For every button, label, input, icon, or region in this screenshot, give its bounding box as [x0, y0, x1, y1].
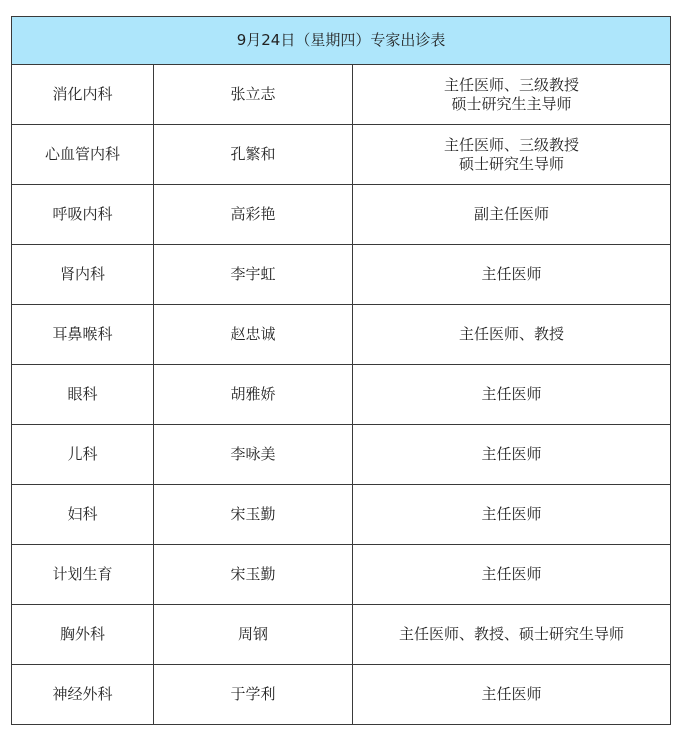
doctor-title-line: 主任医师	[481, 685, 542, 703]
doctor-title-line: 主任医师、三级教授	[444, 75, 580, 94]
table-row	[12, 185, 671, 245]
table-row	[12, 305, 671, 365]
department-cell: 眼科	[12, 365, 154, 425]
table-row	[12, 665, 671, 725]
doctor-title-line: 主任医师、三级教授	[444, 135, 580, 154]
expert-schedule-table	[11, 16, 671, 725]
doctor-name-cell: 胡雅娇	[154, 365, 353, 425]
department-cell: 消化内科	[12, 65, 154, 125]
doctor-name-cell: 宋玉勤	[154, 485, 353, 545]
doctor-title-cell	[353, 485, 671, 545]
table-title: 9月24日（星期四）专家出诊表	[12, 17, 671, 65]
doctor-name-cell: 赵忠诚	[154, 305, 353, 365]
department-cell: 耳鼻喉科	[12, 305, 154, 365]
doctor-title-line: 主任医师	[481, 565, 542, 583]
doctor-title-line: 主任医师	[481, 385, 542, 403]
department-cell: 神经外科	[12, 665, 154, 725]
doctor-title-line: 主任医师、教授、硕士研究生导师	[399, 625, 625, 643]
doctor-title-cell	[353, 425, 671, 485]
doctor-name-cell: 周钢	[154, 605, 353, 665]
table-row	[12, 365, 671, 425]
table-row	[12, 425, 671, 485]
doctor-title-cell	[353, 65, 671, 125]
doctor-title-cell	[353, 545, 671, 605]
doctor-title-cell	[353, 125, 671, 185]
doctor-title-cell	[353, 665, 671, 725]
doctor-title-cell	[353, 605, 671, 665]
doctor-name-cell: 李宇虹	[154, 245, 353, 305]
department-cell: 儿科	[12, 425, 154, 485]
doctor-name-cell: 张立志	[154, 65, 353, 125]
doctor-title-line: 硕士研究生导师	[459, 154, 565, 173]
table-row	[12, 65, 671, 125]
doctor-title-cell	[353, 305, 671, 365]
table-row	[12, 125, 671, 185]
department-cell: 胸外科	[12, 605, 154, 665]
doctor-title-line: 硕士研究生主导师	[451, 94, 572, 113]
doctor-title-line: 主任医师	[481, 265, 542, 283]
doctor-name-cell: 高彩艳	[154, 185, 353, 245]
department-cell: 妇科	[12, 485, 154, 545]
table-row	[12, 605, 671, 665]
doctor-title-cell	[353, 245, 671, 305]
doctor-name-cell: 孔繁和	[154, 125, 353, 185]
doctor-title-line: 主任医师、教授	[459, 325, 565, 343]
table-row	[12, 245, 671, 305]
department-cell: 计划生育	[12, 545, 154, 605]
department-cell: 心血管内科	[12, 125, 154, 185]
doctor-title-line: 主任医师	[481, 445, 542, 463]
table-row	[12, 545, 671, 605]
doctor-title-cell	[353, 185, 671, 245]
doctor-name-cell: 于学利	[154, 665, 353, 725]
doctor-title-line: 主任医师	[481, 505, 542, 523]
table-row	[12, 485, 671, 545]
doctor-title-cell	[353, 365, 671, 425]
doctor-name-cell: 宋玉勤	[154, 545, 353, 605]
department-cell: 肾内科	[12, 245, 154, 305]
department-cell: 呼吸内科	[12, 185, 154, 245]
doctor-title-line: 副主任医师	[474, 205, 550, 223]
doctor-name-cell: 李咏美	[154, 425, 353, 485]
table-header-row	[12, 17, 671, 65]
